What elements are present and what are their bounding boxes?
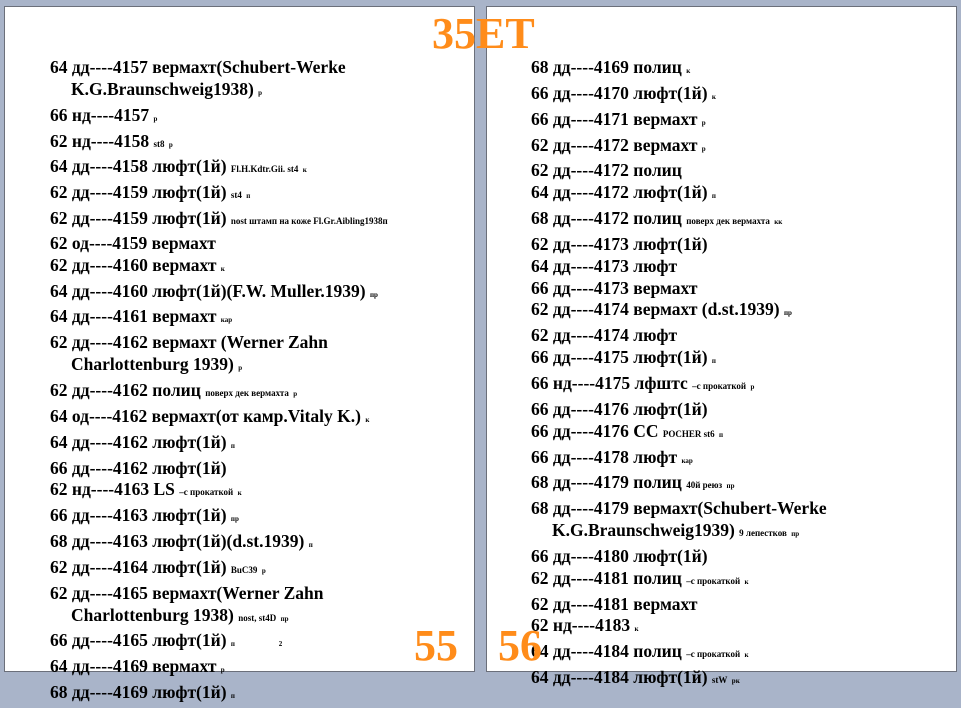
line-mark: р [238,364,243,373]
text-line [531,234,827,256]
text-line [50,332,388,354]
line-main: 64 дд----4184 полиц [531,641,682,662]
text-line [531,325,827,347]
line-mark: кар [681,456,693,465]
text-line [531,135,827,161]
line-mark: к [220,264,225,273]
lines-left [50,57,388,708]
line-main: 62 дд----4172 вермахт [531,134,698,155]
line-mark: р [261,566,266,575]
line-mark: р [258,88,263,97]
line-mark: кар [220,316,233,325]
text-line [531,615,827,641]
line-main: 64 дд----4158 люфт(1й) [50,156,227,177]
text-line [50,380,388,406]
line-note: поверх дек вермахта [686,216,770,227]
text-line [531,546,827,568]
line-main: 66 дд----4171 вермахт [531,108,698,129]
line-main: 62 дд----4181 вермахт [531,593,698,614]
line-note: –с прокаткой [692,380,747,391]
line-mark: пр [280,614,289,623]
line-note: –с прокаткой [686,575,741,586]
line-main: K.G.Braunschweig1938) [71,78,254,99]
line-note: 40й реюз [686,480,723,491]
line-note: nost штамп на коже Fl.Gr.Aibling1938п [230,216,388,227]
line-main: 66 нд----4157 [50,104,150,125]
page-number-right: 56 [498,621,542,670]
line-main: 62 нд----4158 [50,130,150,151]
line-note: st4 [230,190,242,201]
line-note: –с прокаткой [179,487,234,498]
line-main: 66 дд----4180 люфт(1й) [531,545,708,566]
line-note: nost, st4D [238,612,277,623]
text-line [50,630,388,656]
line-main: 64 дд----4169 вермахт [50,656,217,677]
line-mark: р [293,389,298,398]
line-mark: п [230,692,235,701]
text-line [531,57,827,83]
line-mark: пр [783,309,792,318]
line-main: 64 од----4162 вермахт(от камр.Vitaly K.) [50,405,361,426]
line-mark: рк [731,677,740,686]
line-mark: п [230,441,235,450]
line-main: 68 дд----4179 вермахт(Schubert-Werke [531,498,827,519]
line-main: 66 дд----4162 люфт(1й) [50,457,227,478]
line-main: 66 дд----4178 люфт [531,446,678,467]
line-mark: п [711,357,716,366]
line-main: 62 дд----4159 люфт(1й) [50,208,227,229]
text-line [50,406,388,432]
line-mark: п [711,192,716,201]
header-code: 35ЕТ [432,9,535,58]
text-line [50,156,388,182]
text-line [531,421,827,447]
line-main: 64 дд----4172 люфт(1й) [531,182,708,203]
line-main: 68 дд----4169 полиц [531,57,682,77]
line-mark: пр [230,515,239,524]
line-note: POCHER st6 [662,428,715,439]
line-main: 62 дд----4174 вермахт (d.st.1939) [531,299,780,320]
text-line [531,278,827,300]
text-line [50,182,388,208]
text-line [531,373,827,399]
text-line [50,131,388,157]
line-main: 68 дд----4179 полиц [531,472,682,493]
line-note: stW [711,675,728,686]
text-line [531,182,827,208]
line-mark: пр [791,530,800,539]
line-mark: п 2 [230,640,283,649]
line-main: Charlottenburg 1939) [71,354,234,375]
text-line [531,299,827,325]
line-main: 64 дд----4184 люфт(1й) [531,667,708,688]
line-main: 62 дд----4162 вермахт (Werner Zahn [50,332,328,353]
line-main: 66 дд----4176 люфт(1й) [531,398,708,419]
text-line [50,605,388,631]
line-mark: к [237,489,242,498]
text-line [50,255,388,281]
line-mark: к [744,577,749,586]
line-main: 62 нд----4183 [531,615,631,636]
text-line [50,354,388,380]
line-main: 62 дд----4159 люфт(1й) [50,182,227,203]
text-line [50,656,388,682]
line-main: 66 дд----4163 люфт(1й) [50,505,227,526]
line-main: 64 дд----4161 вермахт [50,306,217,327]
line-main: 64 дд----4157 вермахт(Schubert-Werke [50,57,346,77]
page-right [486,6,957,688]
line-main: 66 дд----4170 люфт(1й) [531,82,708,103]
line-note: BuC39 [230,564,258,575]
text-line [531,594,827,616]
line-mark: р [750,382,755,391]
text-line [50,105,388,131]
line-main: 62 дд----4160 вермахт [50,254,217,275]
line-mark: к [711,92,716,101]
text-line [531,160,827,182]
text-line [531,667,827,693]
line-mark: р [220,666,225,675]
line-main: 66 дд----4176 СС [531,420,659,441]
text-line [50,583,388,605]
line-mark: р [153,114,158,123]
line-main: 64 дд----4162 люфт(1й) [50,431,227,452]
line-main: 64 дд----4173 люфт [531,255,678,276]
text-line [531,472,827,498]
text-line [50,281,388,307]
line-main: K.G.Braunschweig1939) [552,520,735,541]
line-main: 66 нд----4175 лфштс [531,372,688,393]
text-line [531,641,827,667]
line-mark: к [365,415,370,424]
line-mark: п [246,192,251,201]
line-mark: р [701,118,706,127]
line-main: 62 дд----4174 люфт [531,325,678,346]
line-main: 66 дд----4165 люфт(1й) [50,630,227,651]
line-note: 9 лепестков [739,528,787,539]
text-line [50,682,388,708]
text-line [531,83,827,109]
line-mark: к [744,651,749,660]
line-main: Charlottenburg 1938) [71,604,234,625]
page-left [4,6,475,703]
line-main: 62 дд----4164 люфт(1й) [50,556,227,577]
text-line [531,399,827,421]
text-line [50,432,388,458]
line-mark: пр [369,290,378,299]
line-main: 64 дд----4160 люфт(1й)(F.W. Muller.1939) [50,280,366,301]
line-note: Fl.H.Kdtr.Gii. st4 [230,164,299,175]
text-line [50,531,388,557]
line-main: 68 дд----4163 люфт(1й)(d.st.1939) [50,531,305,552]
line-main: 62 дд----4162 полиц [50,379,201,400]
line-note: поверх дек вермахта [205,387,289,398]
line-mark: п [308,541,313,550]
text-line [531,447,827,473]
line-main: 62 дд----4181 полиц [531,567,682,588]
line-mark: к [302,166,307,175]
line-note: –с прокаткой [686,649,741,660]
text-line [531,347,827,373]
text-line [50,479,388,505]
line-main: 62 нд----4163 LS [50,479,175,500]
text-line [531,109,827,135]
line-main: 62 од----4159 вермахт [50,232,216,253]
text-line [531,256,827,278]
line-main: 62 дд----4165 вермахт(Werner Zahn [50,582,324,603]
text-line [531,498,827,520]
text-line [50,233,388,255]
page-number-left: 55 [414,621,458,670]
line-main: 62 дд----4172 полиц [531,160,682,181]
line-note: st8 [153,138,165,149]
text-line [531,568,827,594]
line-main: 66 дд----4173 вермахт [531,277,698,298]
line-mark: р [168,140,173,149]
line-mark: пр [726,482,735,491]
line-mark: п [719,430,724,439]
text-line [50,505,388,531]
line-main: 66 дд----4175 люфт(1й) [531,347,708,368]
text-line [50,208,388,233]
line-main: 62 дд----4173 люфт(1й) [531,233,708,254]
text-line [50,557,388,583]
lines-right [531,57,827,693]
line-main: 68 дд----4169 люфт(1й) [50,682,227,703]
line-mark: кк [774,218,783,227]
line-mark: р [701,144,706,153]
text-line [50,458,388,480]
line-main: 68 дд----4172 полиц [531,208,682,229]
text-line [50,306,388,332]
line-mark: к [634,625,639,634]
line-mark: к [686,67,691,75]
text-line [50,57,388,79]
text-line [531,520,827,546]
text-line [50,79,388,105]
text-line [531,208,827,234]
